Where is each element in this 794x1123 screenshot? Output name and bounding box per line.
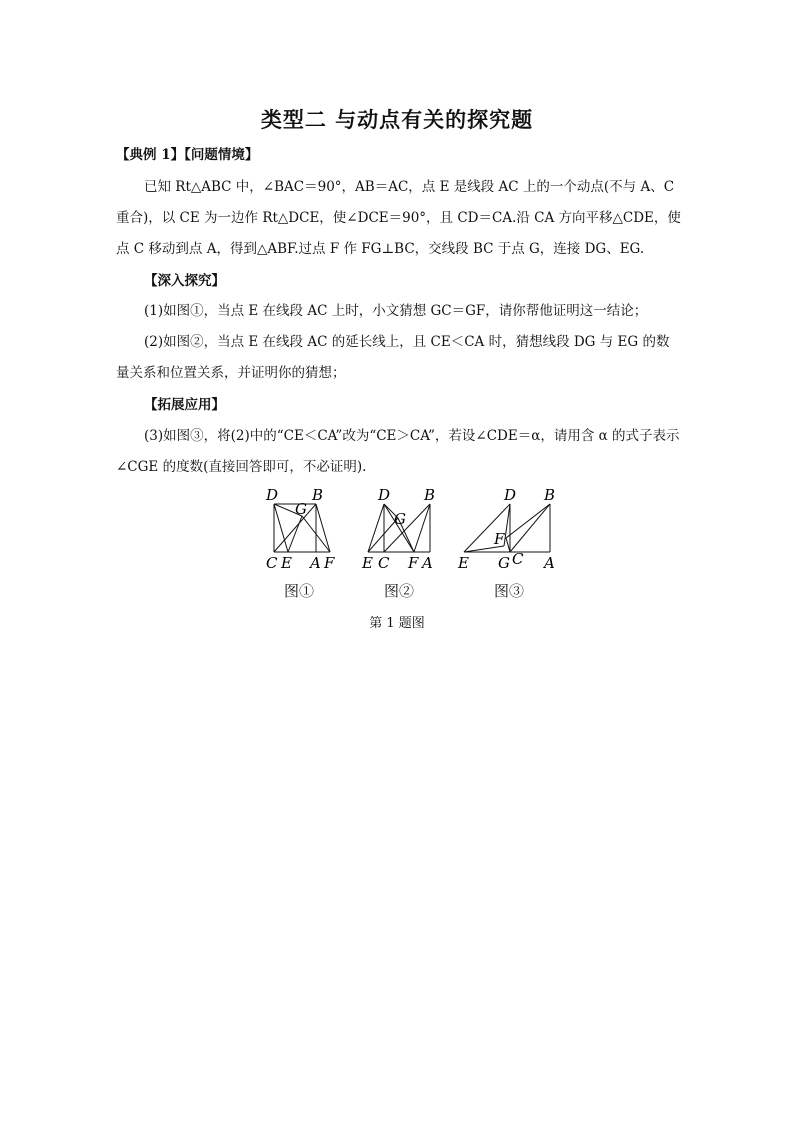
fig3-label-F: F [494,530,505,548]
figure-caption: 第 1 题图 [369,616,425,631]
question-2: (2)如图②，当点 E 在线段 AC 的延长线上，且 CE＜CA 时，猜想线段 DG 与 EG 的数量关系和位置关系，并证明你的猜想； [116,334,670,381]
fig3-label-B: B [544,486,556,504]
fig3-label-G: G [498,554,510,572]
figure-3-lines [464,504,550,552]
fig2-label-A: A [422,554,433,572]
fig2-label-E: E [362,554,373,572]
figure-3-caption: 图③ [494,582,525,600]
fig3-label-A: A [544,554,555,572]
fig2-label-G: G [394,510,406,528]
fig1-label-A: A [310,554,321,572]
fig1-label-E: E [281,554,292,572]
fig2-label-C: C [378,554,390,572]
geometry-figures [258,484,568,594]
fig2-label-D: D [378,486,391,504]
fig1-label-D: D [266,486,279,504]
figure-1-caption: 图① [284,582,315,600]
fig3-label-C: C [512,550,524,568]
question-1: (1)如图①，当点 E 在线段 AC 上时，小文猜想 GC＝GF，请你帮他证明这一结论； [144,303,648,319]
figure-2-caption: 图② [384,582,415,600]
fig3-label-D: D [504,486,517,504]
fig1-label-G: G [295,500,307,518]
fig2-label-B: B [424,486,436,504]
fig1-label-F: F [324,554,335,572]
explore-header: 【深入探究】 [144,273,225,289]
problem-statement: 已知 Rt△ABC 中，∠BAC＝90°，AB＝AC，点 E 是线段 AC 上的一个动点(不与 A、C 重合)，以 CE 为一边作 Rt△DCE，使∠DCE＝90°，且 CD＝CA.沿 CA 方向平移△CDE，使点 C 移动到点 A，得到△ABF.过点 F 作 FG⊥BC，交线段 BC 于点 G，连接 DG、EG. [116,179,681,257]
fig2-label-F: F [408,554,419,572]
question-3: (3)如图③，将(2)中的“CE＜CA”改为“CE＞CA”，若设∠CDE＝α，请用含 α 的式子表示∠CGE 的度数(直接回答即可，不必证明). [116,428,680,475]
fig1-label-C: C [266,554,278,572]
fig3-label-E: E [458,554,469,572]
extend-header: 【拓展应用】 [144,397,225,413]
example-header: 【典例 1】【问题情境】 [116,147,259,163]
fig1-label-B: B [312,486,324,504]
page-title: 类型二 与动点有关的探究题 [260,107,534,132]
